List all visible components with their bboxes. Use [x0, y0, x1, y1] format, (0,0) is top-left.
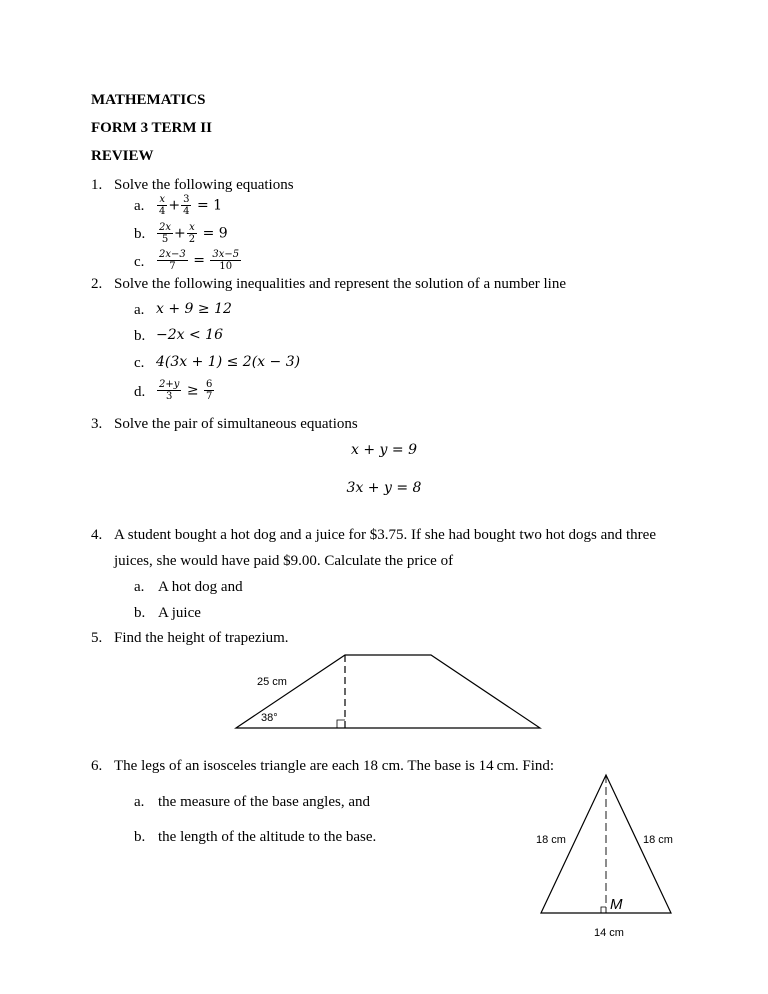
q1-number: 1.	[91, 177, 103, 193]
q5-text: Find the height of trapezium.	[114, 630, 289, 646]
midpoint-label: M	[610, 896, 623, 913]
q4b-label: b.	[134, 605, 146, 621]
q2d-label: d.	[134, 384, 146, 400]
q6a-label: a.	[134, 794, 145, 810]
trapezium-side-label: 25 cm	[257, 676, 287, 688]
q2-number: 2.	[91, 276, 103, 292]
q3-equation-2: 3x + y = 8	[346, 480, 422, 496]
q1a-equation: $\frac{x}{4}$ + $\frac{3}{4}$ = 1	[159, 194, 223, 217]
q1-text: Solve the following equations	[114, 177, 294, 193]
q2d-inequality: $\frac{2+y}{3}$ ≥ $\frac{6}{7}$	[159, 379, 213, 402]
q6-text: The legs of an isosceles triangle are each 18 cm. The base is 14 cm. Find:	[114, 758, 555, 774]
q2a-label: a.	[134, 302, 145, 318]
q1b-equation: $\frac{2x}{5}$ + $\frac{x}{2}$ = 9	[159, 222, 228, 245]
section-title: REVIEW	[91, 148, 154, 164]
right-leg-label: 18 cm	[643, 834, 673, 846]
q3-equation-1: x + y = 9	[351, 442, 417, 458]
trapezium-shape	[236, 655, 540, 728]
trapezium-figure	[230, 650, 550, 735]
q3-text: Solve the pair of simultaneous equations	[114, 416, 358, 432]
form-title: FORM 3 TERM II	[91, 120, 212, 136]
q4a-text: A hot dog and	[158, 579, 243, 595]
q2b-inequality: −2x < 16	[156, 327, 223, 343]
left-leg-label: 18 cm	[536, 834, 566, 846]
q2c-label: c.	[134, 355, 145, 371]
q6b-label: b.	[134, 829, 146, 845]
q4a-label: a.	[134, 579, 145, 595]
subject-title: MATHEMATICS	[91, 92, 206, 108]
q1a-label: a.	[134, 198, 145, 214]
q2c-inequality: 4(3x + 1) ≤ 2(x − 3)	[156, 354, 301, 370]
trapezium-angle-label: 38°	[261, 712, 278, 724]
base-label: 14 cm	[594, 927, 624, 939]
q3-number: 3.	[91, 416, 103, 432]
q4-number: 4.	[91, 527, 103, 543]
q6a-text: the measure of the base angles, and	[158, 794, 370, 810]
q4b-text: A juice	[158, 605, 201, 621]
q4-line-1: A student bought a hot dog and a juice for $3.75. If she had bought two hot dogs and three	[114, 527, 656, 543]
q1c-label: c.	[134, 254, 145, 270]
q2-text: Solve the following inequalities and represent the solution of a number line	[114, 276, 566, 292]
q6-number: 6.	[91, 758, 103, 774]
q2b-label: b.	[134, 328, 146, 344]
q2a-inequality: x + 9 ≥ 12	[156, 301, 232, 317]
q6b-text: the length of the altitude to the base.	[158, 829, 377, 845]
right-angle-marker	[337, 720, 345, 728]
q5-number: 5.	[91, 630, 103, 646]
q1b-label: b.	[134, 226, 146, 242]
q4-line-2: juices, she would have paid $9.00. Calculate the price of	[114, 553, 454, 569]
q1c-equation: $\frac{2x-3}{7}$ = $\frac{3x-5}{10}$	[159, 249, 240, 272]
altitude-right-angle-marker	[601, 907, 606, 913]
